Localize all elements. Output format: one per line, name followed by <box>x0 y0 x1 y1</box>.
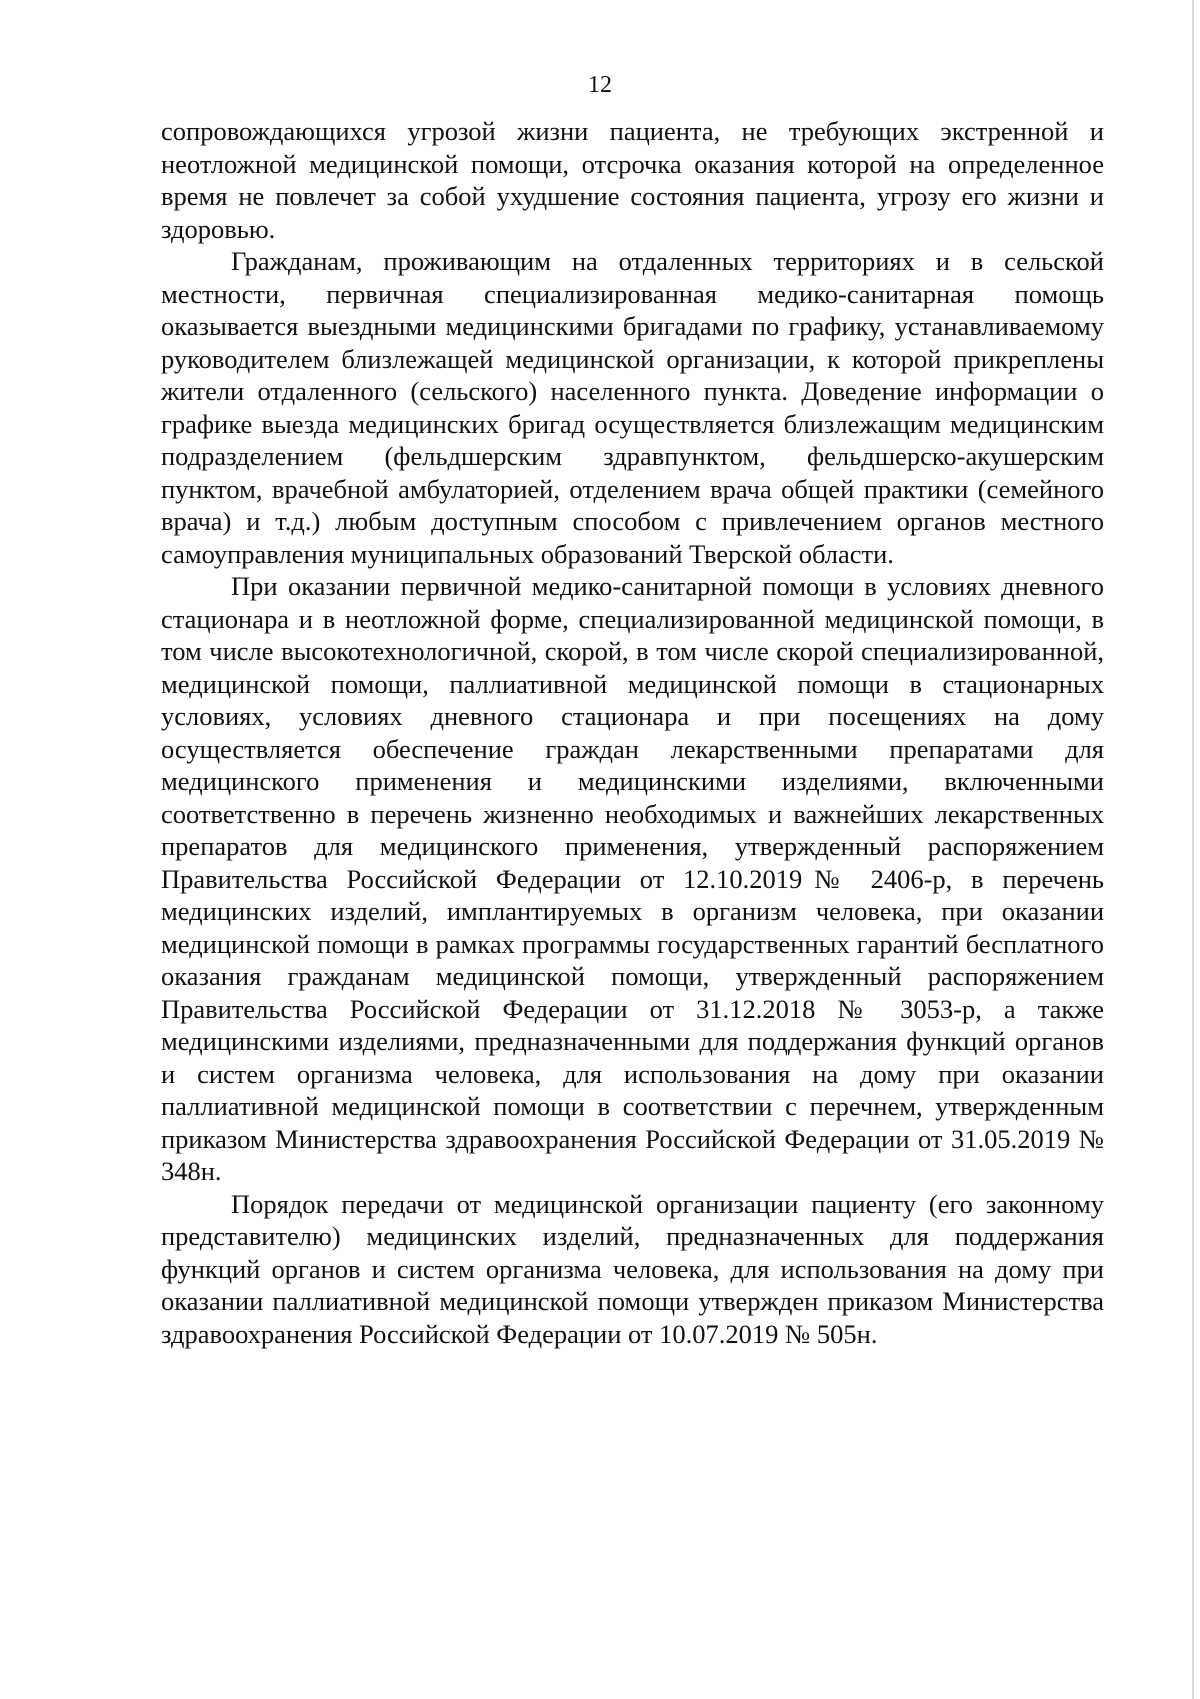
paragraph-continuation: сопровождающихся угрозой жизни пациента, не требующих экстренной и неотложной медицинской помощи, отсрочка оказания которой на определенное время не повлечет за собой ухудшение состояния пациента, угрозу его жизни и здоровью. <box>161 116 1104 244</box>
paragraph-rural-residents: Гражданам, проживающим на отдаленных территориях и в сельской местности, первичная специализированная медико-санитарная помощь оказывается выездными медицинскими бригадами по графику, устанавливаемому руководителем близлежащей медицинской организации, к которой прикреплены жители отдаленного (сельского) населенного пункта. Доведение информации о графике выезда медицинских бригад осуществляется близлежащим медицинским подразделением (фельдшерским здравпунктом, фельдшерско-акушерским пунктом, врачебной амбулаторией, отделением врача общей практики (семейного врача) и т.д.) любым доступным способом с привлечением органов местного самоуправления муниципальных образований Тверской области. <box>161 246 1104 569</box>
scan-edge-line <box>1192 0 1194 1699</box>
paragraph-device-transfer: Порядок передачи от медицинской организации пациенту (его законному представителю) медицинских изделий, предназначенных для поддержания функций органов и систем организма человека, для использования на дому при оказании паллиативной медицинской помощи утвержден приказом Министерства здравоохранения Российской Федерации от 10.07.2019 № 505н. <box>161 1188 1104 1349</box>
paragraph-drug-provision: При оказании первичной медико-санитарной помощи в условиях дневного стационара и в неотложной форме, специализированной медицинской помощи, в том числе высокотехнологичной, скорой, в том числе скорой специализированной, медицинской помощи, паллиативной медицинской помощи в стационарных условиях, условиях дневного стационара и при посещениях на дому осуществляется обеспечение граждан лекарственными препаратами для медицинского применения и медицинскими изделиями, включенными соответственно в перечень жизненно необходимых и важнейших лекарственных препаратов для медицинского применения, утвержденный распоряжением Правительства Российской Федерации от 12.10.2019№ 2406-р, в перечень медицинских изделий, имплантируемых в организм человека, при оказании медицинской помощи в рамках программы государственных гарантий бесплатного оказания гражданам медицинской помощи, утвержденный распоряжением Правительства Российской Федерации от 31.12.2018 № 3053-р, а также медицинскими изделиями, предназначенными для поддержания функций органов и систем организма человека, для использования на дому при оказании паллиативной медицинской помощи в соответствии с перечнем, утвержденным приказом Министерства здравоохранения Российской Федерации от 31.05.2019 № 348н. <box>161 571 1104 1186</box>
document-body <box>161 115 1104 1350</box>
page-number: 12 <box>588 72 612 98</box>
